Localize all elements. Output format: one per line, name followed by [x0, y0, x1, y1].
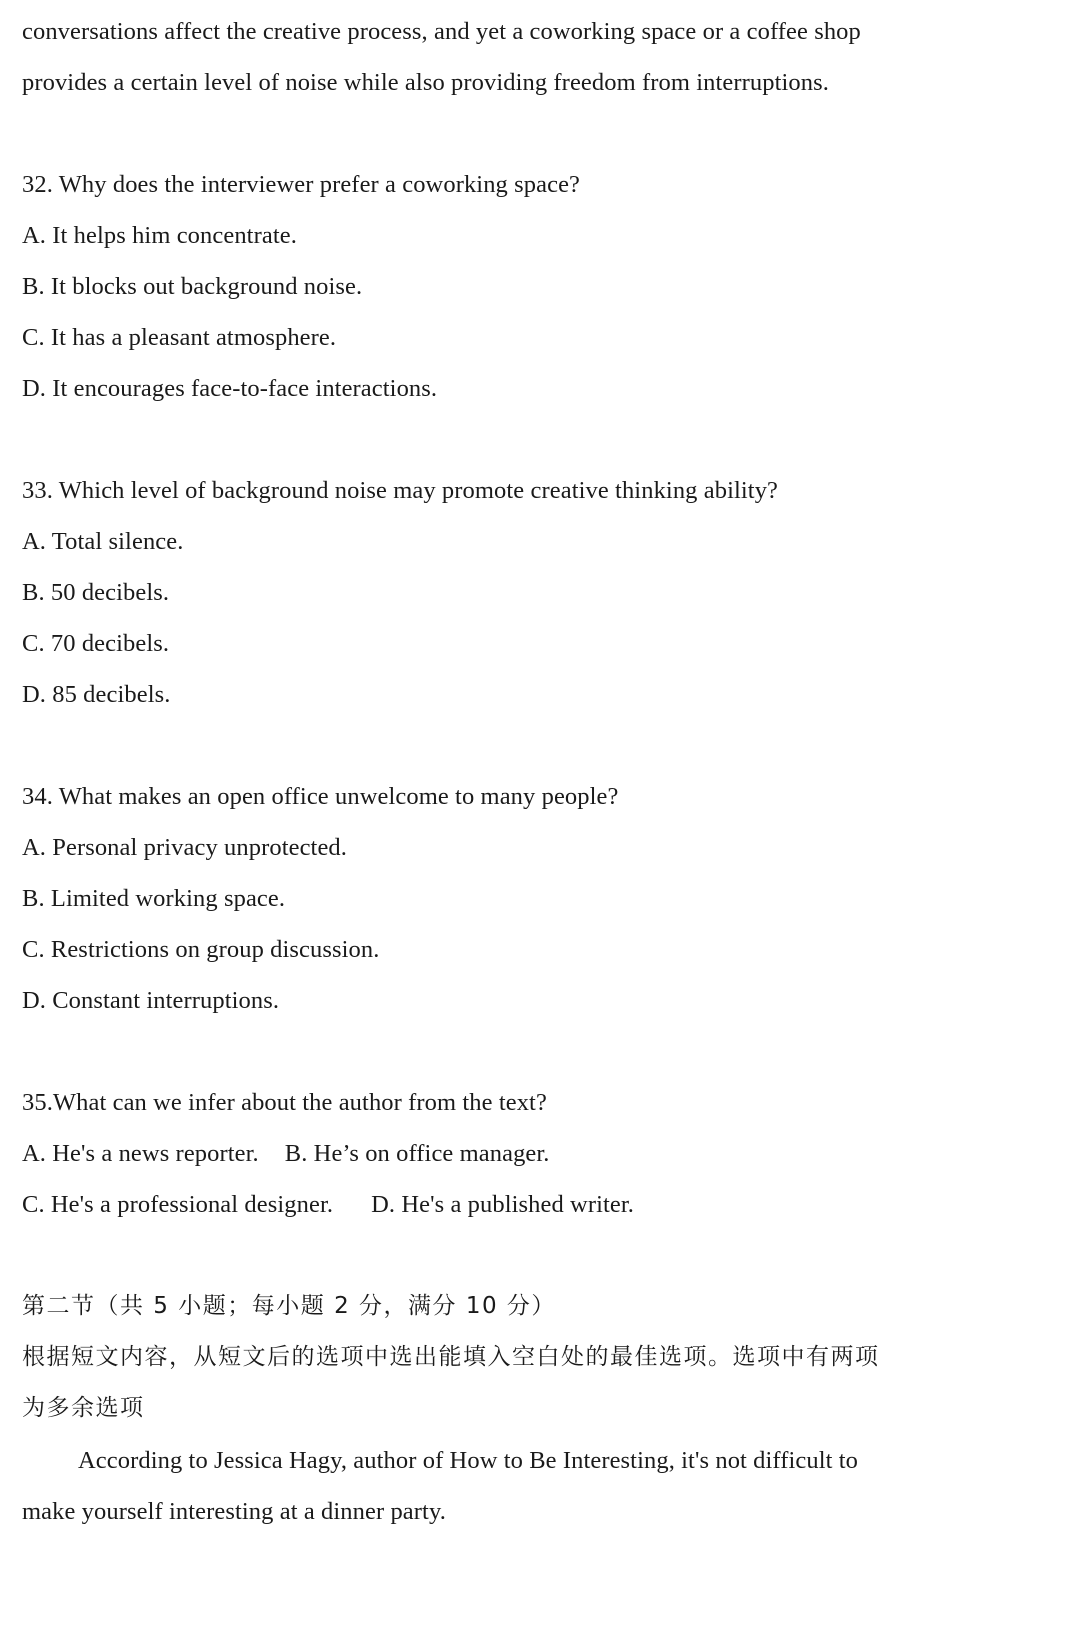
question-34-option-b: B. Limited working space.	[22, 885, 286, 912]
question-32-option-c: C. It has a pleasant atmosphere.	[22, 324, 337, 351]
question-32-option-a: A. It helps him concentrate.	[22, 222, 297, 249]
question-33-option-a: A. Total silence.	[22, 528, 184, 555]
question-35-option-c: C. He's a professional designer.	[22, 1191, 334, 1218]
question-32-option-b: B. It blocks out background noise.	[22, 273, 363, 300]
question-35-option-b: B. He’s on office manager.	[284, 1140, 550, 1167]
question-32-stem: 32. Why does the interviewer prefer a coworking space?	[22, 171, 581, 198]
question-35-stem: 35.What can we infer about the author from the text?	[22, 1089, 547, 1116]
question-33-option-b: B. 50 decibels.	[22, 579, 170, 606]
question-35-option-d: D. He's a published writer.	[371, 1191, 635, 1218]
question-35-option-a: A. He's a news reporter.	[22, 1140, 259, 1167]
passage-line-1: According to Jessica Hagy, author of How to Be Interesting, it's not difficult to	[78, 1447, 859, 1474]
question-34-option-c: C. Restrictions on group discussion.	[22, 936, 380, 963]
question-34-option-d: D. Constant interruptions.	[22, 987, 280, 1014]
question-35-options-row-2	[22, 1190, 634, 1220]
question-32-option-d: D. It encourages face-to-face interactions.	[22, 375, 438, 402]
intro-text-line-1: conversations affect the creative process, and yet a coworking space or a coffee shop	[22, 18, 861, 45]
question-34-stem: 34. What makes an open office unwelcome to many people?	[22, 783, 619, 810]
passage-line-2: make yourself interesting at a dinner party.	[22, 1498, 446, 1525]
section-2-instruction-line-2: 为多余选项	[22, 1395, 145, 1421]
section-2-heading: 第二节（共 5 小题；每小题 2 分，满分 10 分）	[22, 1293, 556, 1319]
question-33-option-c: C. 70 decibels.	[22, 630, 170, 657]
question-33-stem: 33. Which level of background noise may promote creative thinking ability?	[22, 477, 779, 504]
section-2-instruction-line-1: 根据短文内容，从短文后的选项中选出能填入空白处的最佳选项。选项中有两项	[22, 1344, 880, 1370]
question-34-option-a: A. Personal privacy unprotected.	[22, 834, 348, 861]
question-35-options-row-1	[22, 1139, 550, 1169]
question-33-option-d: D. 85 decibels.	[22, 681, 171, 708]
intro-text-line-2: provides a certain level of noise while also providing freedom from interruptions.	[22, 69, 829, 96]
